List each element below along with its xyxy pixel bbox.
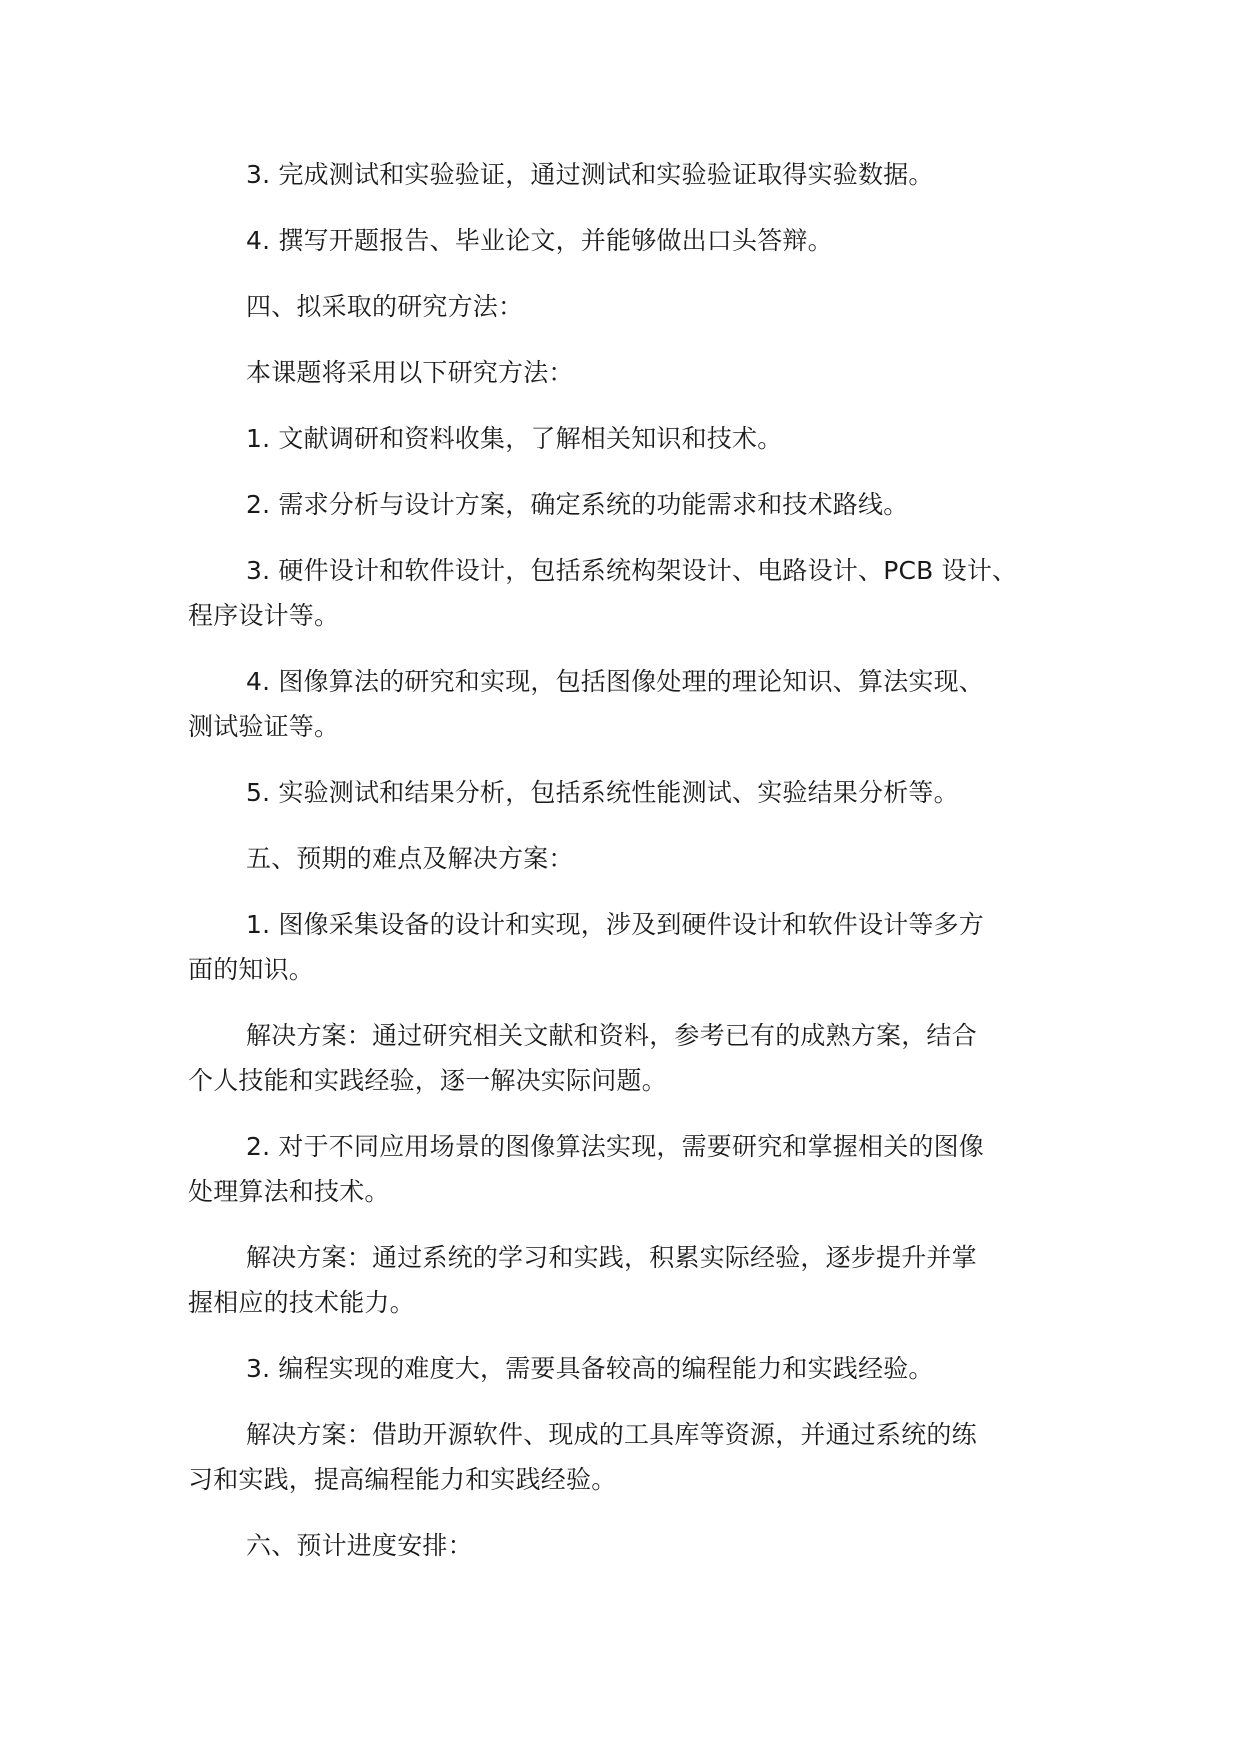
section-heading-difficulties bbox=[188, 836, 1068, 881]
paragraph-solution-3 bbox=[188, 1412, 1068, 1502]
paragraph-line: 处理算法和技术。 bbox=[188, 1177, 390, 1206]
paragraph-line: 本课题将采用以下研究方法： bbox=[246, 358, 574, 387]
paragraph-line: 4. 撰写开题报告、毕业论文，并能够做出口头答辩。 bbox=[246, 226, 833, 255]
paragraph-line: 个人技能和实践经验，逐一解决实际问题。 bbox=[188, 1066, 667, 1095]
paragraph-difficulty-3 bbox=[188, 1346, 1068, 1391]
paragraph-line: 3. 完成测试和实验验证，通过测试和实验验证取得实验数据。 bbox=[246, 160, 934, 189]
paragraph-line: 测试验证等。 bbox=[188, 712, 340, 741]
paragraph-line: 3. 硬件设计和软件设计，包括系统构架设计、电路设计、PCB 设计、 bbox=[246, 556, 1018, 585]
paragraph-difficulty-1 bbox=[188, 902, 1068, 992]
section-heading: 六、预计进度安排： bbox=[246, 1531, 473, 1560]
paragraph-solution-1 bbox=[188, 1013, 1068, 1103]
paragraph-line: 1. 图像采集设备的设计和实现，涉及到硬件设计和软件设计等多方 bbox=[246, 910, 985, 939]
paragraph-line: 握相应的技术能力。 bbox=[188, 1288, 415, 1317]
paragraph-line: 程序设计等。 bbox=[188, 601, 340, 630]
section-heading: 四、拟采取的研究方法： bbox=[246, 292, 524, 321]
paragraph-difficulty-2 bbox=[188, 1124, 1068, 1214]
paragraph-solution-2 bbox=[188, 1235, 1068, 1325]
paragraph-methods-intro bbox=[188, 350, 1068, 395]
paragraph-line: 解决方案：通过系统的学习和实践，积累实际经验，逐步提升并掌 bbox=[246, 1243, 977, 1272]
paragraph-line: 4. 图像算法的研究和实现，包括图像处理的理论知识、算法实现、 bbox=[246, 667, 985, 696]
paragraph-line: 解决方案：通过研究相关文献和资料，参考已有的成熟方案，结合 bbox=[246, 1021, 977, 1050]
paragraph-method-3 bbox=[188, 548, 1068, 638]
paragraph-write-report bbox=[188, 218, 1068, 263]
section-heading-research-methods bbox=[188, 284, 1068, 329]
paragraph-method-1 bbox=[188, 416, 1068, 461]
paragraph-line: 解决方案：借助开源软件、现成的工具库等资源，并通过系统的练 bbox=[246, 1420, 977, 1449]
paragraph-line: 习和实践，提高编程能力和实践经验。 bbox=[188, 1465, 617, 1494]
paragraph-line: 5. 实验测试和结果分析，包括系统性能测试、实验结果分析等。 bbox=[246, 778, 959, 807]
document-body bbox=[188, 152, 1068, 1589]
paragraph-line: 面的知识。 bbox=[188, 955, 315, 984]
paragraph-method-5 bbox=[188, 770, 1068, 815]
paragraph-line: 2. 对于不同应用场景的图像算法实现，需要研究和掌握相关的图像 bbox=[246, 1132, 985, 1161]
paragraph-line: 1. 文献调研和资料收集，了解相关知识和技术。 bbox=[246, 424, 783, 453]
section-heading-schedule bbox=[188, 1523, 1068, 1568]
paragraph-method-4 bbox=[188, 659, 1068, 749]
paragraph-line: 3. 编程实现的难度大，需要具备较高的编程能力和实践经验。 bbox=[246, 1354, 934, 1383]
paragraph-completion-testing bbox=[188, 152, 1068, 197]
section-heading: 五、预期的难点及解决方案： bbox=[246, 844, 574, 873]
paragraph-method-2 bbox=[188, 482, 1068, 527]
paragraph-line: 2. 需求分析与设计方案，确定系统的功能需求和技术路线。 bbox=[246, 490, 909, 519]
